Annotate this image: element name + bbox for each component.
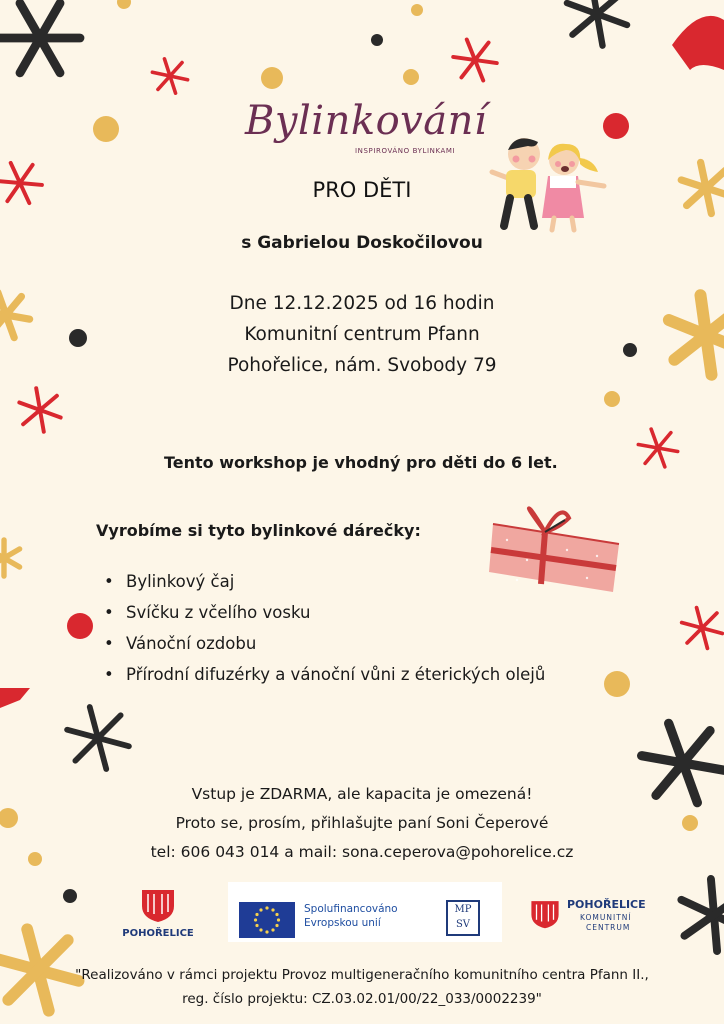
- page-title: PRO DĚTI: [312, 178, 412, 202]
- gifts-heading: Vyrobíme si tyto bylinkové dárečky:: [96, 521, 421, 540]
- age-suitability-note: Tento workshop je vhodný pro děti do 6 let.: [164, 453, 558, 472]
- event-date: Dne 12.12.2025 od 16 hodin: [229, 293, 495, 314]
- footer-line: "Realizováno v rámci projektu Provoz multigeneračního komunitního centra Pfann II.,: [75, 967, 649, 983]
- mpsv-logo-line: SV: [455, 919, 471, 930]
- community-center-sub: CENTRUM: [586, 923, 631, 932]
- list-item: • Vánoční ozdobu: [104, 628, 545, 659]
- town-logo-label: POHOŘELICE: [122, 928, 194, 939]
- host-name: s Gabrielou Doskočilovou: [241, 233, 483, 253]
- list-item: • Svíčku z včelího vosku: [104, 597, 545, 628]
- community-center-sub: KOMUNITNÍ: [580, 913, 632, 922]
- eu-text-line: Evropskou unií: [304, 917, 381, 929]
- entry-note: Vstup je ZDARMA, ale kapacita je omezená!: [191, 785, 533, 803]
- town-crest-icon: [138, 884, 178, 924]
- footer-line: reg. číslo projektu: CZ.03.02.01/00/22_033/0002239": [182, 991, 542, 1007]
- registration-note: Proto se, prosím, přihlašujte paní Soni Čeperové: [175, 814, 549, 832]
- contact-phone-email: tel: 606 043 014 a mail: sona.ceperova@pohorelice.cz: [150, 843, 574, 861]
- footer-project-note: [0, 963, 724, 1011]
- list-item: • Bylinkový čaj: [104, 566, 545, 597]
- mpsv-logo-line: MP: [454, 904, 472, 915]
- eu-text-line: Spolufinancováno: [304, 903, 398, 915]
- logo-wordmark: Bylinkování: [245, 98, 488, 144]
- town-crest-icon: [528, 894, 562, 932]
- community-center-name: POHOŘELICE: [567, 898, 646, 911]
- list-item: • Přírodní difuzérky a vánoční vůni z éterických olejů: [104, 659, 545, 690]
- contact-info: [0, 780, 724, 867]
- eu-flag-icon: [239, 902, 295, 938]
- event-venue: Komunitní centrum Pfann: [244, 324, 480, 345]
- logo-tagline: INSPIROVÁNO BYLINKAMI: [355, 147, 456, 155]
- gift-list: [104, 566, 545, 690]
- event-address: Pohořelice, nám. Svobody 79: [227, 355, 497, 376]
- mpsv-logo: [446, 900, 480, 936]
- event-info: [0, 288, 724, 381]
- town-logo-left: [118, 884, 198, 939]
- eu-text: [304, 902, 398, 930]
- eu-cofunding-banner: [228, 882, 502, 942]
- community-center-logo: [528, 894, 658, 938]
